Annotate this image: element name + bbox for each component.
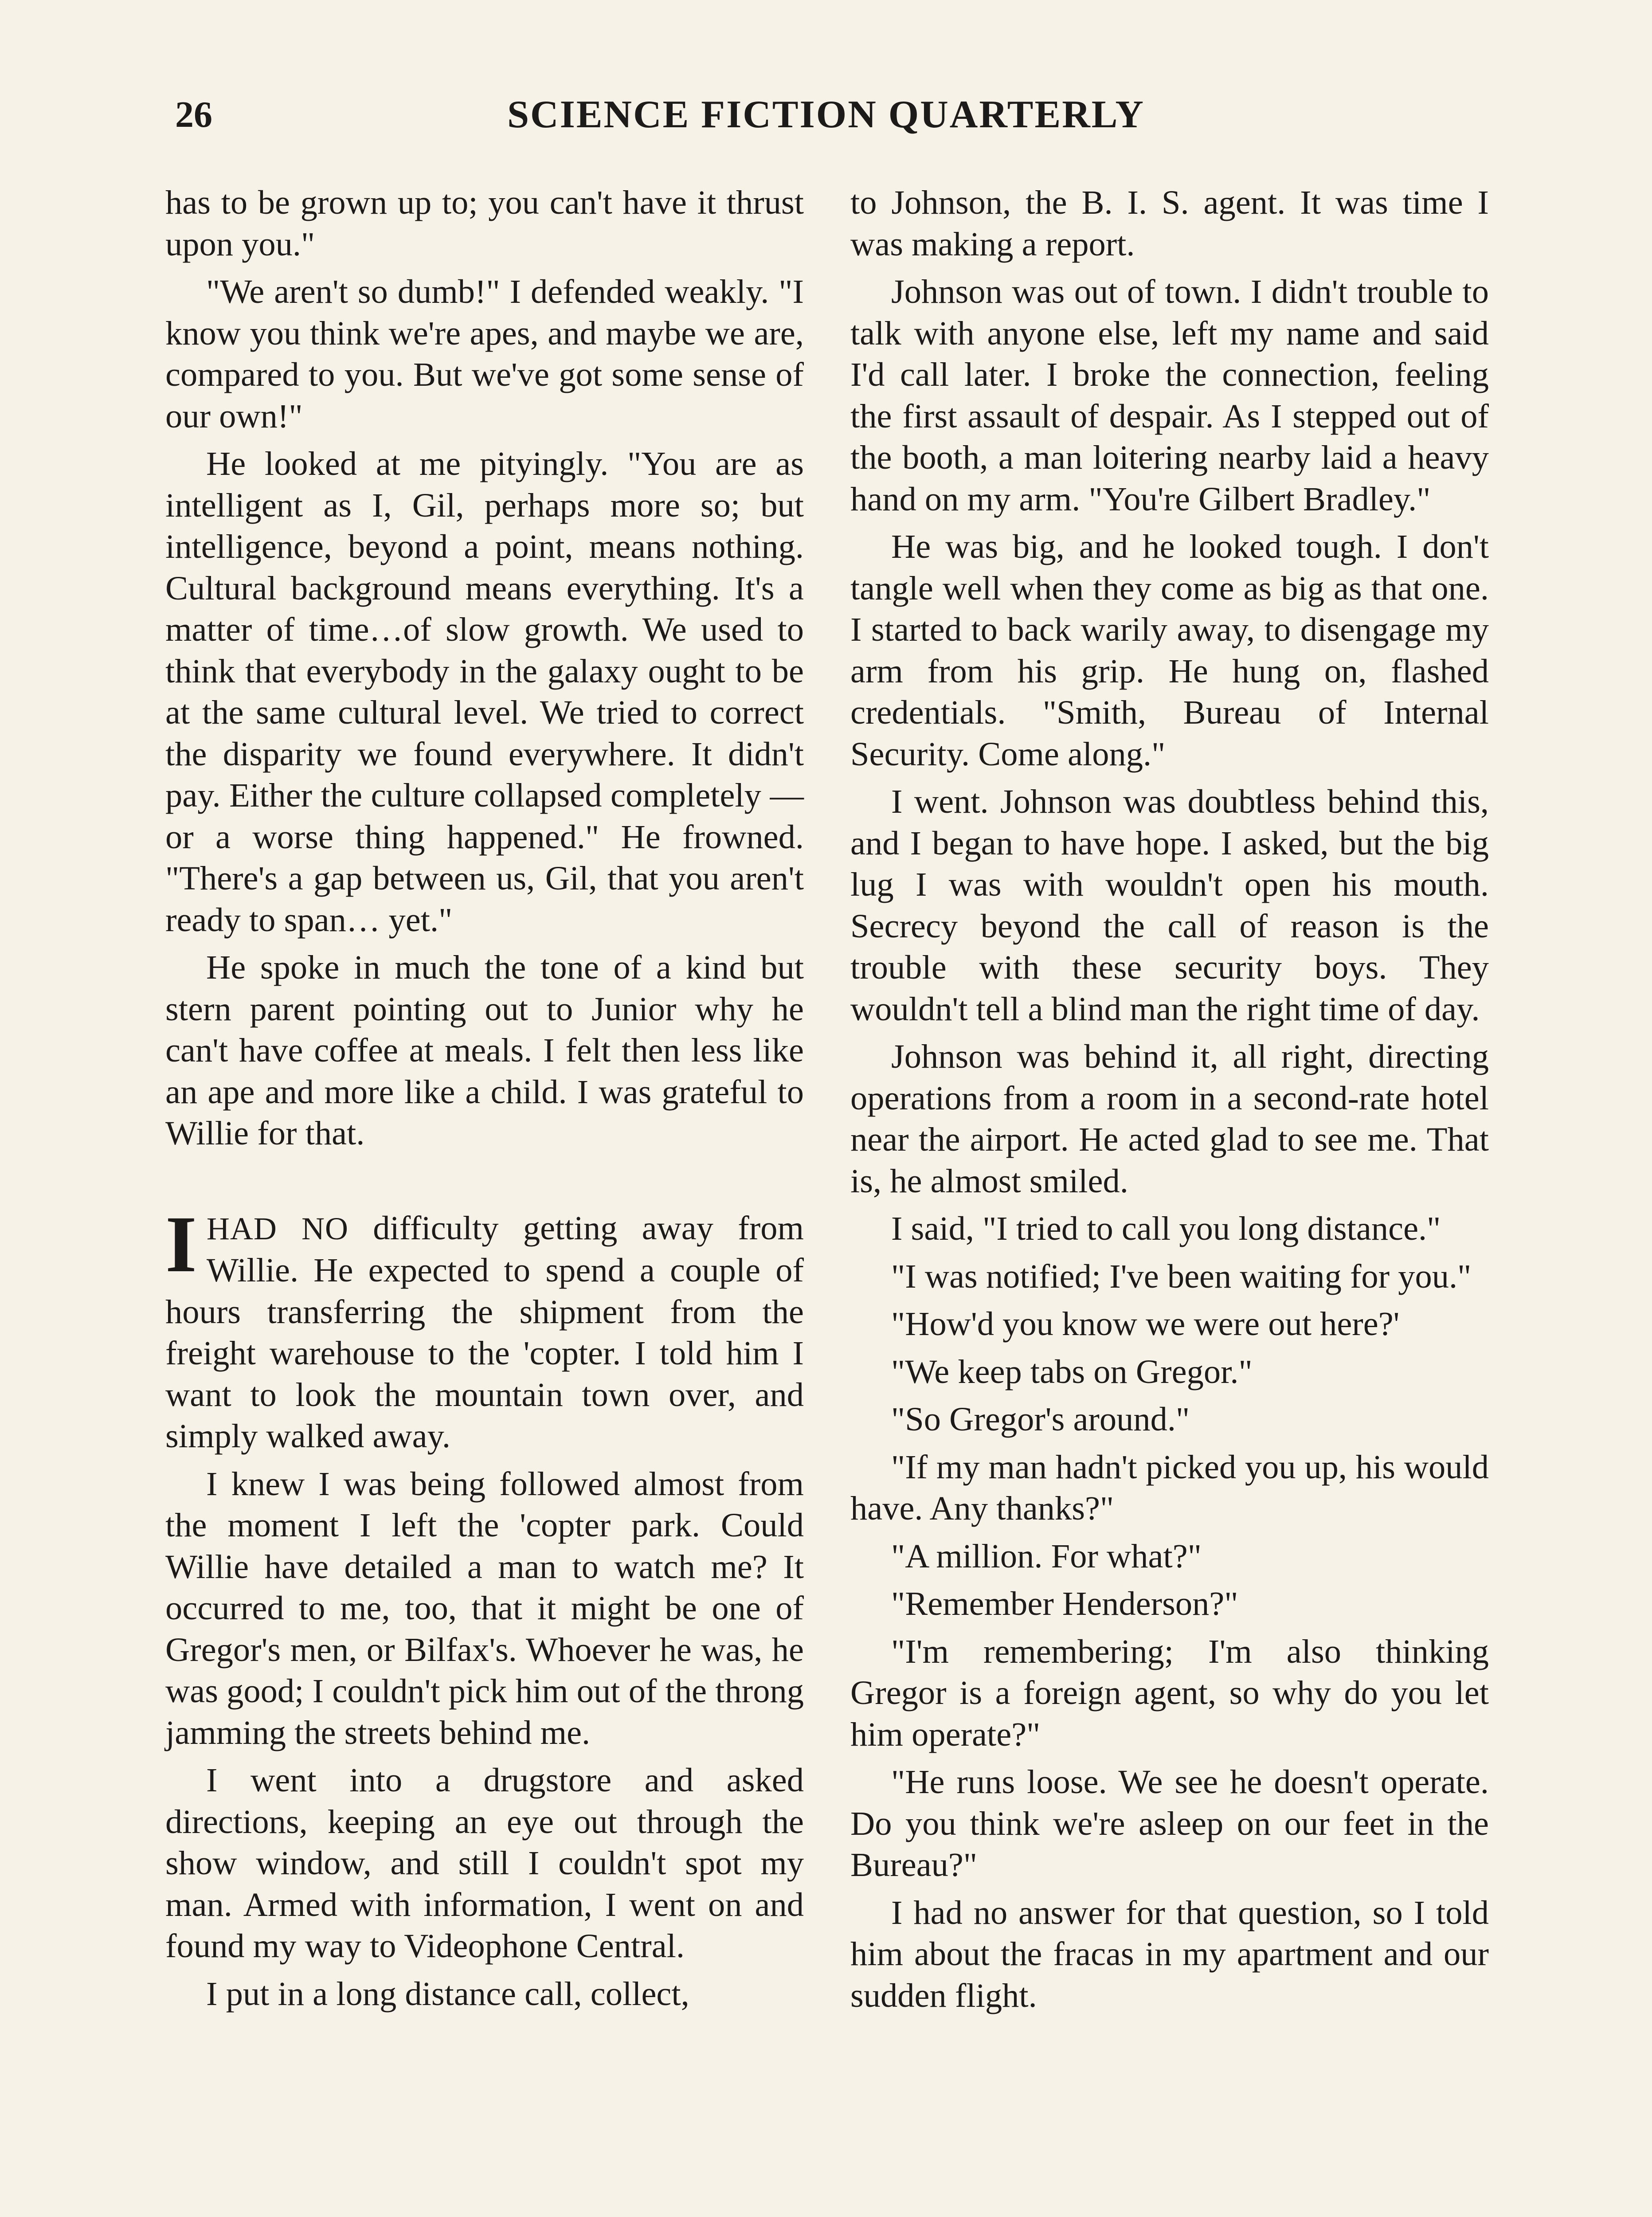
paragraph: "A million. For what?" (891, 1537, 1202, 1575)
right-column (850, 182, 1489, 2022)
paragraph: Johnson was behind it, all right, directing operations from a room in a second-rate hotel near the airport. He acted glad to see me. That is, he almost smiled. (850, 1038, 1489, 1200)
paragraph: "I was notified; I've been waiting for you." (891, 1257, 1472, 1295)
section-opening-text: difficulty getting away from Willie. He expected to spend a couple of hours transferring the shipment from the freight warehouse to the 'copter. I told him I want to look the mountain town over, and simply walked away. (165, 1209, 804, 1455)
paragraph: "So Gregor's around." (891, 1400, 1190, 1438)
paragraph: Johnson was out of town. I didn't trouble to talk with anyone else, left my name and said I'd call later. I broke the connection, feeling the first assault of despair. As I stepped out of the booth, a man loitering nearby laid a heavy hand on my arm. "You're Gilbert Bradley." (850, 273, 1489, 518)
paragraph: "How'd you know we were out here?' (891, 1305, 1400, 1343)
paragraph: has to be grown up to; you can't have it thrust upon you." (165, 184, 804, 263)
paragraph: "He runs loose. We see he doesn't operate. Do you think we're asleep on our feet in the Bureau?" (850, 1763, 1489, 1884)
paragraph: He looked at me pityingly. "You are as intelligent as I, Gil, perhaps more so; but intelligence, beyond a point, means nothing. Cultural background means everything. It's a matter of time…of slow growth. We used to think that everybody in the galaxy ought to be at the same cultural level. We tried to correct the disparity we found everywhere. It didn't pay. Either the culture collapsed completely —or a worse thing happened." He frowned. "There's a gap between us, Gil, that you aren't ready to span… yet." (165, 445, 804, 939)
paragraph: I had no answer for that question, so I told him about the fracas in my apartment and our sudden flight. (850, 1893, 1489, 2014)
paragraph: to Johnson, the B. I. S. agent. It was time I was making a report. (850, 184, 1489, 263)
running-head: SCIENCE FICTION QUARTERLY (507, 93, 1145, 136)
paragraph: He spoke in much the tone of a kind but stern parent pointing out to Junior why he can't have coffee at meals. I felt then less like an ape and more like a child. I was grateful to Willie for that. (165, 948, 804, 1152)
paragraph: I went into a drugstore and asked directions, keeping an eye out through the show window, and still I couldn't spot my man. Armed with information, I went on and found my way to Videophone Central. (165, 1761, 804, 1965)
small-caps-lead: HAD NO (206, 1210, 348, 1246)
paragraph: "We keep tabs on Gregor." (891, 1352, 1253, 1391)
paragraph: I put in a long distance call, collect, (206, 1974, 689, 2013)
page-number: 26 (175, 94, 212, 135)
paragraph: He was big, and he looked tough. I don't tangle well when they come as big as that one. I started to back warily away, to disengage my arm from his grip. He hung on, flashed credentials. "Smith, Bureau of Internal Security. Come along." (850, 528, 1489, 773)
left-column (165, 182, 804, 2021)
paragraph: I said, "I tried to call you long distance." (891, 1210, 1441, 1247)
section-opening-paragraph (165, 1199, 804, 1457)
paragraph: "I'm remembering; I'm also thinking Gregor is a foreign agent, so why do you let him operate?" (850, 1632, 1489, 1753)
paragraph: "Remember Henderson?" (891, 1585, 1238, 1622)
paragraph: I went. Johnson was doubtless behind this, and I began to have hope. I asked, but the big lug I was with wouldn't open his mouth. Secrecy beyond the call of reason is the trouble with these security boys. They wouldn't tell a blind man the right time of day. (850, 783, 1489, 1028)
page-header (0, 0, 1652, 146)
drop-cap: I (165, 1199, 197, 1289)
paragraph: "We aren't so dumb!" I defended weakly. "I know you think we're apes, and maybe we are, compared to you. But we've got some sense of our own!" (165, 273, 804, 435)
paragraph: I knew I was being followed almost from the moment I left the 'copter park. Could Willie have detailed a man to watch me? It occurred to me, too, that it might be one of Gregor's men, or Bilfax's. Whoever he was, he was good; I couldn't pick him out of the throng jamming the streets behind me. (165, 1465, 804, 1751)
paragraph: "If my man hadn't picked you up, his would have. Any thanks?" (850, 1448, 1489, 1527)
